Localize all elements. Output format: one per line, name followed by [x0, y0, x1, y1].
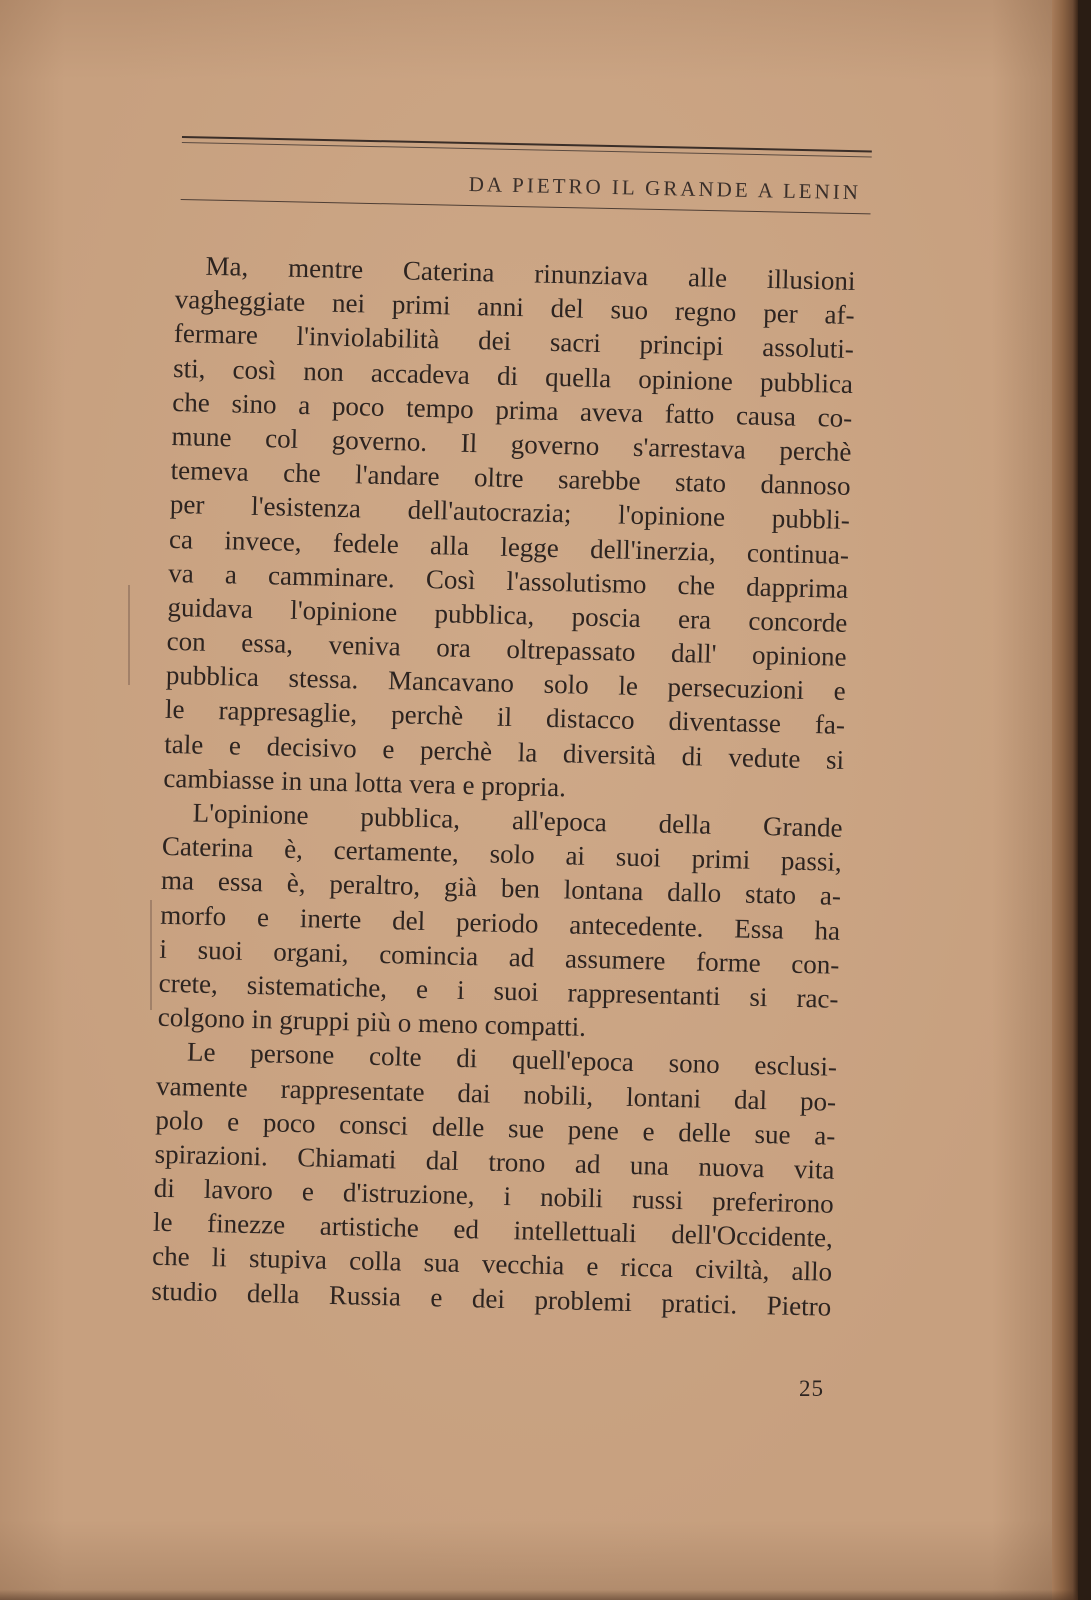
text-line: di lavoro e d'istruzione, i nobili russi preferirono	[153, 1172, 835, 1219]
text-line: tale e decisivo e perchè la diversità di vedute si	[163, 728, 845, 775]
text-line: i suoi organi, comincia ad assumere forme con-	[159, 933, 840, 980]
text-line: morfo e inerte del periodo antecedente. Essa ha	[159, 899, 841, 946]
text-line: spirazioni. Chiamati dal trono ad una nuova vita	[154, 1138, 835, 1185]
text-line: polo e poco consci delle sue pene e delle sue a-	[155, 1104, 836, 1151]
text-line: sti, così non accadeva di quella opinione pubblica	[172, 352, 854, 399]
text-line: vamente rappresentate dai nobili, lontani dal po-	[155, 1070, 837, 1117]
text-line: crete, sistematiche, e i suoi rappresentanti si rac-	[158, 967, 839, 1014]
text-line: temeva che l'andare oltre sarebbe stato dannoso	[170, 455, 851, 502]
text-line: cambiasse in una lotta vera e propria.	[163, 762, 567, 803]
text-line: le finezze artistiche ed intellettuali dell'Occidente,	[152, 1206, 834, 1253]
text-line: L'opinione pubblica, all'epoca della Grande	[192, 797, 843, 843]
text-line: Le persone colte di quell'epoca sono esclusi-	[186, 1036, 838, 1083]
page-header	[180, 136, 872, 240]
text-line: va a camminare. Così l'assolutismo che dapprima	[167, 557, 849, 604]
text-line: Ma, mentre Caterina rinunziava alle illusioni	[205, 250, 856, 297]
text-line: che sino a poco tempo prima aveva fatto causa co-	[172, 386, 853, 433]
text-line: studio della Russia e dei problemi pratici. Pietro	[151, 1275, 832, 1322]
text-line: mune col governo. Il governo s'arrestava perchè	[171, 420, 852, 467]
text-line: colgono in gruppi più o meno compatti.	[157, 1001, 587, 1042]
text-line: guidava l'opinione pubblica, poscia era concorde	[167, 591, 848, 638]
text-line: pubblica stessa. Mancavano solo le persecuzioni e	[165, 660, 847, 707]
text-line: con essa, veniva ora oltrepassato dall' opinione	[166, 625, 847, 672]
paragraph-1	[163, 248, 856, 811]
page-bottom-shadow	[0, 1590, 1078, 1600]
text-line: che li stupiva colla sua vecchia e ricca civiltà, allo	[151, 1241, 833, 1288]
page-number: 25	[799, 1376, 824, 1401]
header-rule-top	[182, 136, 872, 157]
page-edge-shadow	[1052, 0, 1078, 1600]
paragraph-3	[151, 1034, 837, 1323]
margin-mark	[150, 900, 152, 1010]
text-line: per l'esistenza dell'autocrazia; l'opinione pubbli-	[169, 489, 851, 536]
text-line: vagheggiate nei primi anni del suo regno per af-	[174, 284, 855, 331]
text-line: Caterina è, certamente, solo ai suoi primi passi,	[161, 831, 843, 878]
paragraph-2	[157, 795, 842, 1050]
body-text	[151, 248, 856, 1324]
text-line: ma essa è, peraltro, già ben lontana dallo stato a-	[160, 865, 842, 912]
margin-mark	[128, 585, 130, 685]
text-line: ca invece, fedele alla legge dell'inerzia, continua-	[168, 523, 850, 570]
text-line: le rappresaglie, perchè il distacco diventasse fa-	[164, 694, 846, 741]
text-line: fermare l'inviolabilità dei sacri principi assoluti-	[173, 318, 855, 365]
running-title: DA PIETRO IL GRANDE A LENIN	[468, 172, 862, 205]
